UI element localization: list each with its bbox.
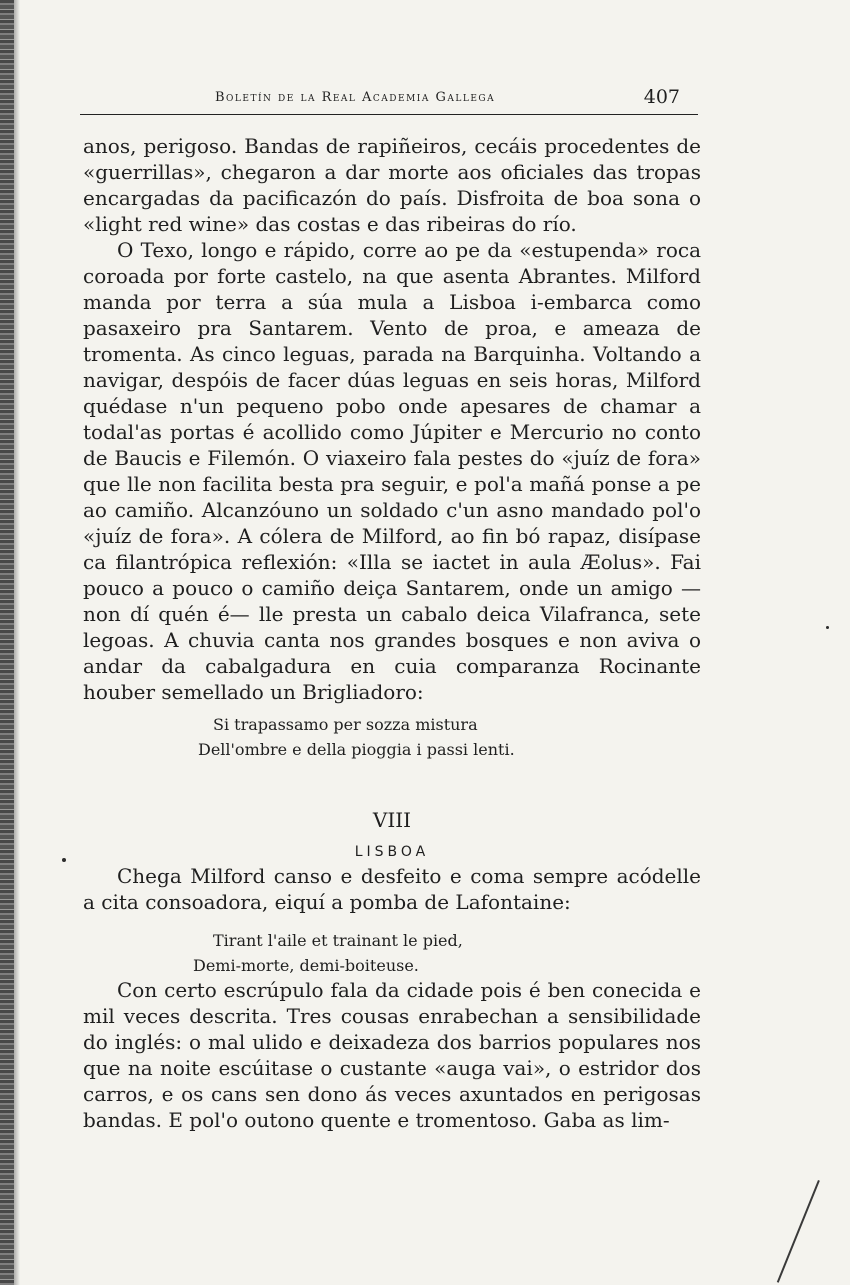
paragraph-1: anos, perigoso. Bandas de rapiñeiros, cecáis procedentes de «guerrillas», chegaron a dar morte aos oficiales das tropas encargadas da pacificazón do país. Disfroita de boa sona o «light red wine» das costas e das ribeiras do río. — [83, 134, 701, 236]
french-verse-line-1: Tirant l'aile et trainant le pied, — [213, 931, 463, 950]
running-title: Boletín de la Real Academia Gallega — [215, 90, 496, 105]
section-number: VIII — [372, 808, 412, 832]
paragraph-2: O Texo, longo e rápido, corre ao pe da «estupenda» roca coroada por forte castelo, na que asenta Abrantes. Milford manda por terra a súa mula a Lisboa i-embarca como pasaxeiro pra Santarem. Vento de proa, e ameaza de tromenta. As cinco leguas, parada na Barquinha. Voltando a navigar, despóis de facer dúas leguas en seis horas, Milford quédase n'un pequeno pobo onde apesares de chamar a todal'as portas é acollido como Júpiter e Mercurio no conto de Baucis e Filemón. O viaxeiro fala pestes do «juíz de fora» que lle non facilita besta pra seguir, e pol'a mañá ponse a pe ao camiño. Alcanzóuno un soldado c'un asno mandado pol'o «juíz de fora». A cólera de Milford, ao fin bó rapaz, disípase ca filantrópica reflexión: «Illa se iactet in aula Æolus». Fai pouco a pouco o camiño deiça Santarem, onde un amigo —non dí quén é— lle presta un cabalo deica Vilafranca, sete legoas. A chuvia canta nos grandes bosques e non aviva o andar da cabalgadura en cuia comparanza Rocinante houber semellado un Brigliadoro: — [83, 238, 701, 704]
spine-edge-shading — [14, 0, 20, 1285]
page-body — [83, 133, 701, 1133]
ink-speck — [826, 626, 829, 629]
italian-verse-line-2: Dell'ombre e della pioggia i passi lenti. — [198, 740, 515, 759]
ink-speck — [62, 858, 66, 862]
paragraph-3: Chega Milford canso e desfeito e coma sempre acódelle a cita consoadora, eiquí a pomba de Lafontaine: — [83, 864, 701, 914]
paragraph-4: Con certo escrúpulo fala da cidade pois é ben conecida e mil veces descrita. Tres cousas enrabechan a sensibilidade do inglés: o mal ulido e deixadeza dos barrios populares nos que na noite escúitase o custante «auga vai», o estridor dos carros, e os cans sen dono ás veces axuntados en perigosas bandas. E pol'o outono quente e tromentoso. Gaba as lim- — [83, 978, 701, 1132]
pencil-stroke — [777, 1180, 820, 1283]
french-verse-line-2: Demi-morte, demi-boiteuse. — [193, 956, 419, 975]
book-spine-shadow — [0, 0, 14, 1285]
header-rule — [80, 114, 698, 115]
section-title: LISBOA — [354, 844, 430, 860]
page-number: 407 — [643, 86, 680, 108]
italian-verse-line-1: Si trapassamo per sozza mistura — [213, 715, 478, 734]
